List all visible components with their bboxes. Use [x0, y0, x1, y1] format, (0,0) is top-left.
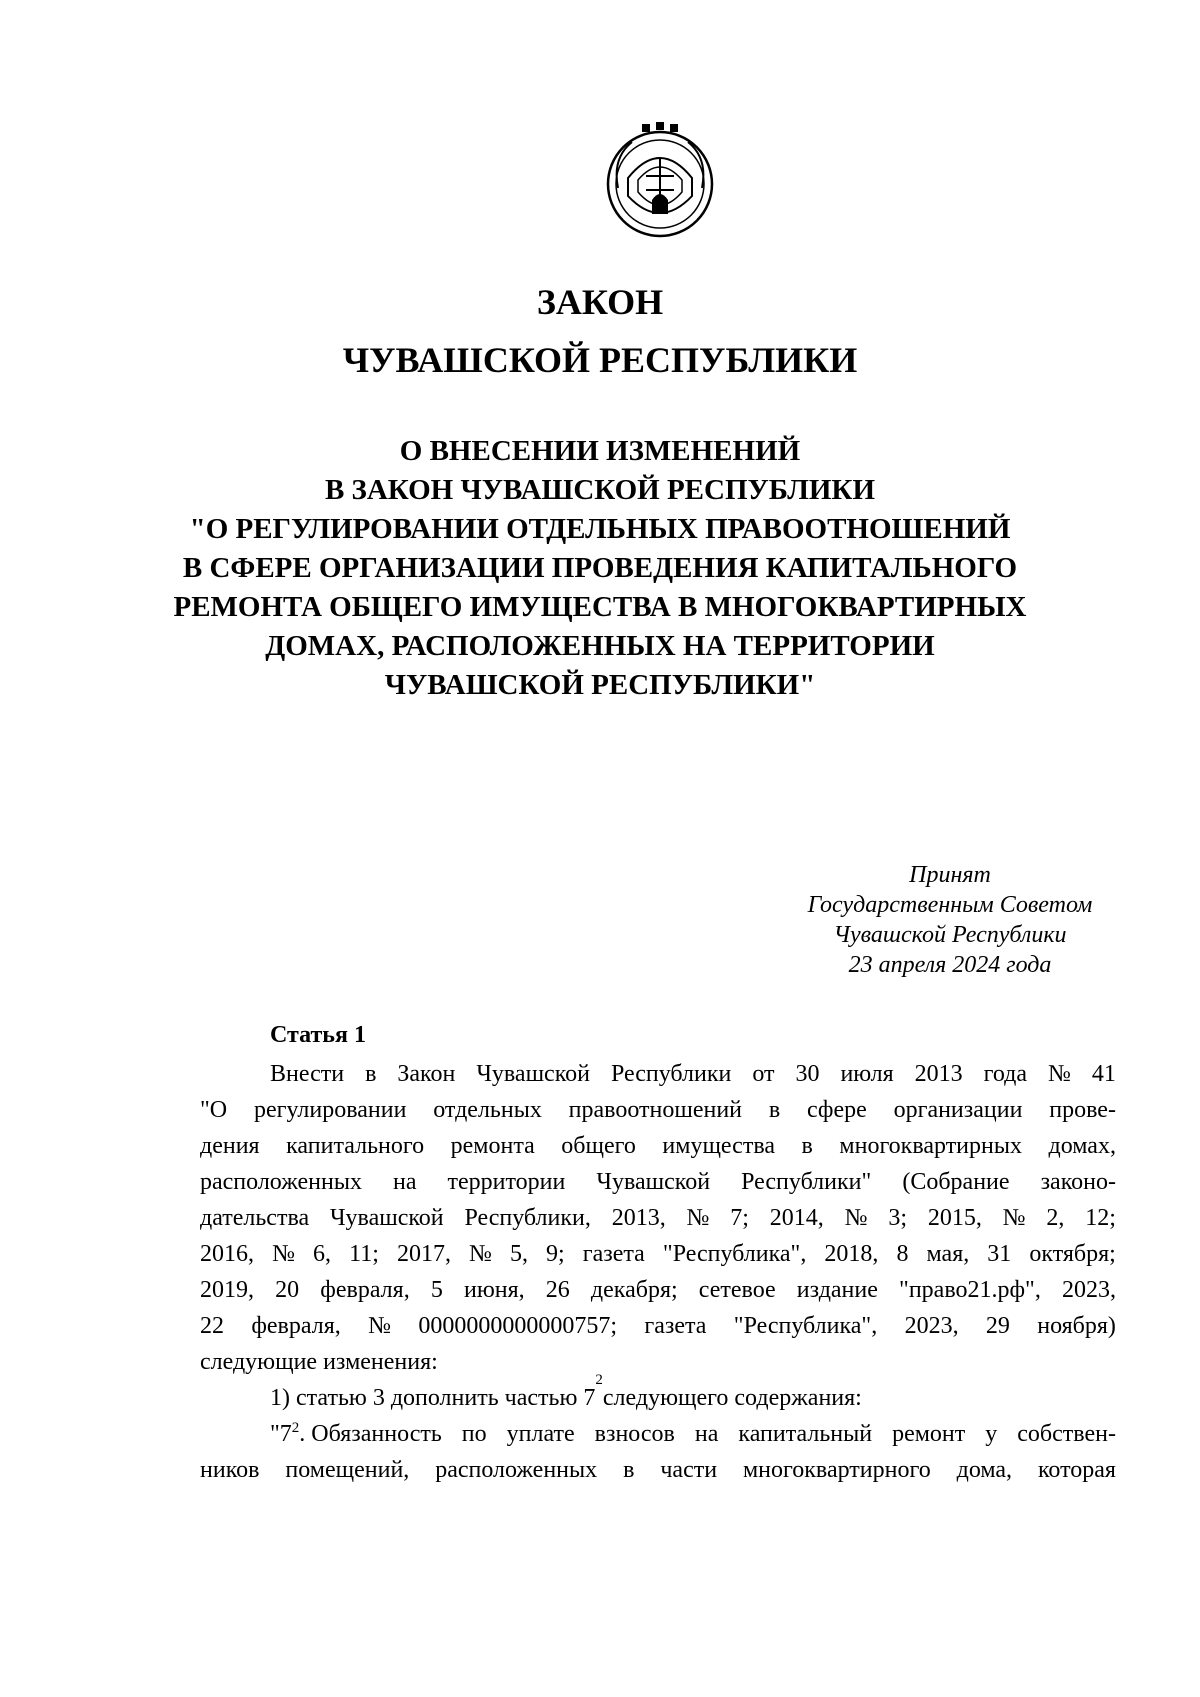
- word: расположенных: [200, 1169, 362, 1195]
- word: имущества: [662, 1133, 775, 1159]
- word: 7;: [730, 1205, 749, 1231]
- word: собствен-: [1017, 1421, 1116, 1447]
- word: 5: [430, 1277, 443, 1303]
- word: 11;: [349, 1241, 379, 1267]
- word: февраля,: [320, 1277, 410, 1303]
- word: Республики: [610, 1061, 732, 1087]
- word: №: [1002, 1205, 1026, 1231]
- word: издание: [796, 1277, 878, 1303]
- word: Чувашской: [476, 1061, 590, 1087]
- word: №: [469, 1241, 492, 1267]
- subtitle-line: ЧУВАШСКОЙ РЕСПУБЛИКИ": [384, 669, 816, 701]
- word: отдельных: [433, 1097, 542, 1123]
- word: 2,: [1046, 1205, 1065, 1231]
- body-line: [200, 1200, 1116, 1236]
- word: 2017,: [396, 1241, 451, 1267]
- word: 22: [200, 1313, 224, 1339]
- subtitle-line: РЕМОНТА ОБЩЕГО ИМУЩЕСТВА В МНОГОКВАРТИРНЫХ: [173, 591, 1027, 623]
- word: регулировании: [253, 1097, 407, 1123]
- body-line: следующие изменения:: [200, 1349, 438, 1375]
- word: правоотношений: [568, 1097, 742, 1123]
- word: законо-: [1040, 1169, 1116, 1195]
- body-line: [200, 1128, 1116, 1164]
- adoption-line: 23 апреля 2024 года: [848, 952, 1052, 978]
- law-subtitle: [0, 432, 1200, 705]
- word: 20: [275, 1277, 300, 1303]
- word: 31: [987, 1241, 1012, 1267]
- word: 30: [795, 1061, 820, 1087]
- body-line: [200, 1056, 1116, 1092]
- word: части: [660, 1457, 718, 1483]
- word: у: [985, 1421, 998, 1447]
- word: многоквартирных: [839, 1133, 1022, 1159]
- word: прове-: [1049, 1097, 1116, 1123]
- body-line: [200, 1164, 1116, 1200]
- adoption-line: Чувашской Республики: [833, 922, 1067, 948]
- word: "Республика",: [662, 1241, 807, 1267]
- subtitle-line: ДОМАХ, РАСПОЛОЖЕННЫХ НА ТЕРРИТОРИИ: [265, 630, 935, 662]
- word: капитальный: [738, 1421, 873, 1447]
- item-text: 1) статью 3 дополнить частью 7: [270, 1385, 596, 1411]
- word: дома,: [956, 1457, 1013, 1483]
- body-line: [200, 1272, 1116, 1308]
- adoption-line: Государственным Советом: [807, 892, 1093, 918]
- amendment-item-1: [200, 1372, 1116, 1416]
- word: которая: [1037, 1457, 1116, 1483]
- word: уплате: [506, 1421, 575, 1447]
- word: №: [844, 1205, 868, 1231]
- word: 2014,: [769, 1205, 824, 1231]
- word: Чувашской: [596, 1169, 711, 1195]
- word: Закон: [397, 1061, 456, 1087]
- word: от: [752, 1061, 775, 1087]
- quoted-text-line: [200, 1416, 1116, 1452]
- word: 5,: [509, 1241, 528, 1267]
- subtitle-line: О ВНЕСЕНИИ ИЗМЕНЕНИЙ: [399, 435, 801, 467]
- word: Республики,: [464, 1205, 591, 1231]
- word: газета: [582, 1241, 645, 1267]
- word: 3;: [888, 1205, 907, 1231]
- word: помещений,: [285, 1457, 410, 1483]
- word: многоквартирного: [742, 1457, 931, 1483]
- subtitle-line: В СФЕРЕ ОРГАНИЗАЦИИ ПРОВЕДЕНИЯ КАПИТАЛЬНОГО: [182, 552, 1018, 584]
- superscript: 2: [595, 1372, 603, 1388]
- word: газета: [644, 1313, 707, 1339]
- word: 2023,: [1061, 1277, 1116, 1303]
- word: июня,: [463, 1277, 525, 1303]
- word: на: [392, 1169, 417, 1195]
- item-text: следующего содержания:: [602, 1385, 862, 1411]
- word: 26: [545, 1277, 570, 1303]
- word: в: [801, 1133, 813, 1159]
- word: 8: [896, 1241, 909, 1267]
- word: октября;: [1029, 1241, 1116, 1267]
- word: №: [272, 1241, 295, 1267]
- coat-of-arms-emblem: [598, 118, 722, 242]
- subtitle-line: В ЗАКОН ЧУВАШСКОЙ РЕСПУБЛИКИ: [324, 474, 876, 506]
- word: года: [983, 1061, 1028, 1087]
- word: №: [368, 1313, 392, 1339]
- word: "О: [200, 1097, 228, 1123]
- quoted-text-line: [200, 1452, 1116, 1488]
- law-title-republic: ЧУВАШСКОЙ РЕСПУБЛИКИ: [342, 340, 858, 380]
- word: №: [1047, 1061, 1071, 1087]
- adoption-line: Принят: [909, 862, 991, 888]
- word: "Республика",: [733, 1313, 878, 1339]
- word: мая,: [926, 1241, 970, 1267]
- word: сфере: [806, 1097, 867, 1123]
- word: 2023,: [904, 1313, 959, 1339]
- word: 29: [985, 1313, 1010, 1339]
- word: 2013: [914, 1061, 963, 1087]
- word: 12;: [1085, 1205, 1116, 1231]
- word: февраля,: [251, 1313, 341, 1339]
- word: 2015,: [927, 1205, 982, 1231]
- law-title: ЗАКОН: [536, 282, 664, 322]
- word: (Собрание: [902, 1169, 1010, 1195]
- word: сетевое: [698, 1277, 776, 1303]
- word: 2016,: [200, 1241, 254, 1267]
- word: Чувашской: [329, 1205, 444, 1231]
- word: "$7^2$. Обязанность: [270, 1420, 442, 1447]
- word: ноября): [1037, 1313, 1116, 1339]
- word: в: [623, 1457, 635, 1483]
- word: 2013,: [611, 1205, 666, 1231]
- word: ников: [200, 1457, 260, 1483]
- word: ремонта: [450, 1133, 535, 1159]
- intro-paragraph: [200, 1056, 1116, 1344]
- body-line: [200, 1308, 1116, 1344]
- word: на: [694, 1421, 719, 1447]
- body-line: [200, 1236, 1116, 1272]
- article-body: [200, 1056, 1116, 1488]
- word: дательства: [200, 1205, 310, 1231]
- word: 2019,: [200, 1277, 254, 1303]
- word: общего: [561, 1133, 636, 1159]
- word: по: [461, 1421, 487, 1447]
- word: №: [686, 1205, 710, 1231]
- word: домах,: [1048, 1133, 1116, 1159]
- word: капитального: [286, 1133, 425, 1159]
- word: 2018,: [824, 1241, 879, 1267]
- word: в: [768, 1097, 781, 1123]
- word: организации: [893, 1097, 1023, 1123]
- word: июля: [840, 1061, 894, 1087]
- subtitle-line: "О РЕГУЛИРОВАНИИ ОТДЕЛЬНЫХ ПРАВООТНОШЕНИЙ: [189, 513, 1011, 545]
- word: расположенных: [435, 1457, 598, 1483]
- word: декабря;: [590, 1277, 678, 1303]
- word: Внести: [270, 1061, 345, 1087]
- word: в: [365, 1061, 377, 1087]
- word: 9;: [546, 1241, 565, 1267]
- adoption-note: [780, 860, 1120, 980]
- body-line: [200, 1092, 1116, 1128]
- word: 0000000000000757;: [418, 1313, 618, 1339]
- article-heading: Статья 1: [270, 1022, 366, 1048]
- superscript: 2: [291, 1420, 300, 1436]
- word: "право21.рф",: [899, 1277, 1041, 1303]
- word: Республики": [741, 1169, 872, 1195]
- word: ремонт: [892, 1421, 966, 1447]
- word: 6,: [313, 1241, 332, 1267]
- word: 41: [1091, 1061, 1116, 1087]
- word: взносов: [594, 1421, 675, 1447]
- word: территории: [447, 1169, 566, 1195]
- word: дения: [200, 1133, 260, 1159]
